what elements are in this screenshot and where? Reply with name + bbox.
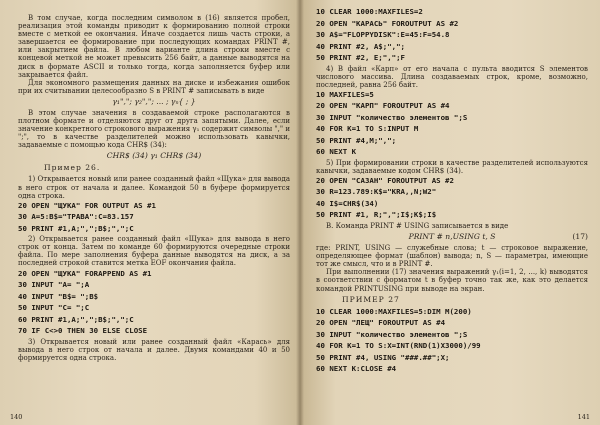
formula-number: (17) <box>572 232 588 242</box>
code-line: 50 INPUT "C= ";C <box>18 303 90 313</box>
code-line: 10 CLEAR 1000:MAXFILES=5:DIM M(200) <box>316 306 472 316</box>
code-block <box>316 307 588 375</box>
code-line: 30 INPUT "A= ";A <box>18 280 90 290</box>
code-line: 40 INPUT "B$= ";B$ <box>18 291 99 301</box>
code-line: 30 INPUT "количество элементов ";S <box>316 112 468 122</box>
paragraph: В том случае, когда последним символом в (16) является пробел, реализация этой команды приводит к формированию полной строки вместе с меткой ее окончания. Иначе создается лишь часть строки, а завершается ее формирование при последующих командах PRINT #, или закрытием файла. В любом варианте длина строки вместе с концевой меткой не может превысить 256 байт, а данные выводятся на диск в формате ASCII и только тогда, когда заполняется буфер или закрывается файл. <box>18 14 290 79</box>
code-line: 30 A=5:B$="ТРАВА":C=83.157 <box>18 212 134 222</box>
code-line: 40 FOR K=1 TO S:X=INT(RND(1)X3000)/99 <box>316 341 481 351</box>
paragraph: В. Команда PRINT # USING записывается в виде <box>326 221 509 230</box>
code-line: 50 PRINT #2, E;",";F <box>316 53 405 62</box>
book-gutter <box>296 0 304 425</box>
formula: γ₁","; γ₂","; ... ; γₙ{ ; } <box>112 96 196 106</box>
code-line: 10 CLEAR 1000:MAXFILES=2 <box>316 7 423 16</box>
paragraph: 4) В файл «Карп» от его начала с пульта вводится S элементов числового массива. Длина создаваемых строк, кроме, возможно, последней, равна 256 байт. <box>316 64 588 89</box>
code-line: 20 OPEN "САЗАН" FOROUTPUT AS #2 <box>316 175 454 185</box>
code-line: 50 PRINT #4, USING "###.##";X; <box>316 352 450 362</box>
code-block <box>316 176 588 221</box>
code-line: 30 A$="FLOPPYDISK":E=45:F=54.8 <box>316 30 450 39</box>
paragraph: В этом случае значения в создаваемой строке располагаются в плотном формате и отделяются друг от друга запятыми. Далее, если значение конкретного строкового выражения γ₁ содержит символы "," и ";", то в качестве разделителей можно использовать кавычки, задаваемые с помощью кода CHR$ (34): <box>18 108 290 150</box>
formula <box>316 232 588 242</box>
code-line: 50 PRINT #1, R;",";I$;K$;I$ <box>316 210 437 220</box>
code-line: 30 R=123.789:K$="КRA,,N;W2" <box>316 187 437 197</box>
paragraph: 3) Открывается новый или ранее созданный файл «Карась» для вывода в него строк от начала и далее. Двумя командами 40 и 50 формируется одна строка. <box>18 337 290 362</box>
code-line: 40 I$=CHR$(34) <box>316 198 379 208</box>
code-line: 50 PRINT #1,A;",";B$;",";C <box>18 223 134 233</box>
code-line: 20 OPEN "ЩУКА" FORAPPEND AS #1 <box>18 268 152 278</box>
code-line: 20 OPEN "ЛЕЩ" FOROUTPUT AS #4 <box>316 318 446 328</box>
code-line: 70 IF C<>0 THEN 30 ELSE CLOSE <box>18 326 148 336</box>
code-line: 10 MAXFILES=5 <box>316 89 374 99</box>
code-line: 20 OPEN "ЩУКА" FOR OUTPUT AS #1 <box>18 200 156 210</box>
page-number: 140 <box>10 413 23 421</box>
code-line: 40 FOR K=1 TO S:INPUT M <box>316 124 419 134</box>
code-line: 60 NEXT K <box>316 147 357 157</box>
code-line: 20 OPEN "КАРП" FOROUTPUT AS #4 <box>316 101 450 111</box>
code-line: 60 PRINT #1,A;",";B$;",";C <box>18 314 134 324</box>
code-line: 40 PRINT #2, A$;","; <box>316 41 405 51</box>
paragraph: Для экономного размещения данных на диске и избежания ошибок при их считывании целесообразно S в PRINT # записывать в виде <box>18 78 290 95</box>
code-block <box>316 90 588 158</box>
right-page <box>300 0 600 425</box>
code-line: 60 NEXT K:CLOSE #4 <box>316 364 397 374</box>
formula: CHR$ (34) γ₁ CHR$ (34) <box>106 151 202 161</box>
paragraph: 1) Открывается новый или ранее созданный файл «Щука» для вывода в него строк от начала и далее. Командой 50 в буфере формируется одна строка. <box>18 175 290 200</box>
paragraph: 5) При формировании строки в качестве разделителей используются кавычки, задаваемые кодом CHR$ (34). <box>316 158 588 175</box>
paragraph: При выполнении (17) значения выражений γ₁(i=1, 2, ..., k) выводятся в соответствии с форматом t в буфер точно так же, как это делается командой PRINTUSING при выводе на экран. <box>316 268 588 293</box>
code-line: 20 OPEN "КАРАСЬ" FOROUTPUT AS #2 <box>316 18 459 28</box>
example-heading: ПРИМЕР 27 <box>342 294 400 304</box>
paragraph: где: PRINT, USING — служебные слова; t — строковое выражение, определяющее формат (шаблон) вывода; n, S — параметры, имеющие тот же смысл, что и в PRINT #. <box>316 244 588 269</box>
code-line: 50 PRINT #4,M;","; <box>316 135 397 145</box>
code-block <box>18 269 290 337</box>
code-block <box>316 7 588 64</box>
example-heading: Пример 26. <box>44 163 101 173</box>
page-number: 141 <box>577 413 590 421</box>
formula-text: PRINT # n,USING t, S <box>408 232 496 242</box>
code-line: 30 INPUT "количество элементов ";S <box>316 329 468 339</box>
code-block <box>18 201 290 235</box>
paragraph: 2) Открывается ранее созданный файл «Щука» для вывода в него строк от конца. Затем по команде 60 формируются очередные строки файла. По мере заполнения буфера данные выводятся на диск, а за последней строкой ставится метка EOF окончания файла. <box>18 235 290 268</box>
